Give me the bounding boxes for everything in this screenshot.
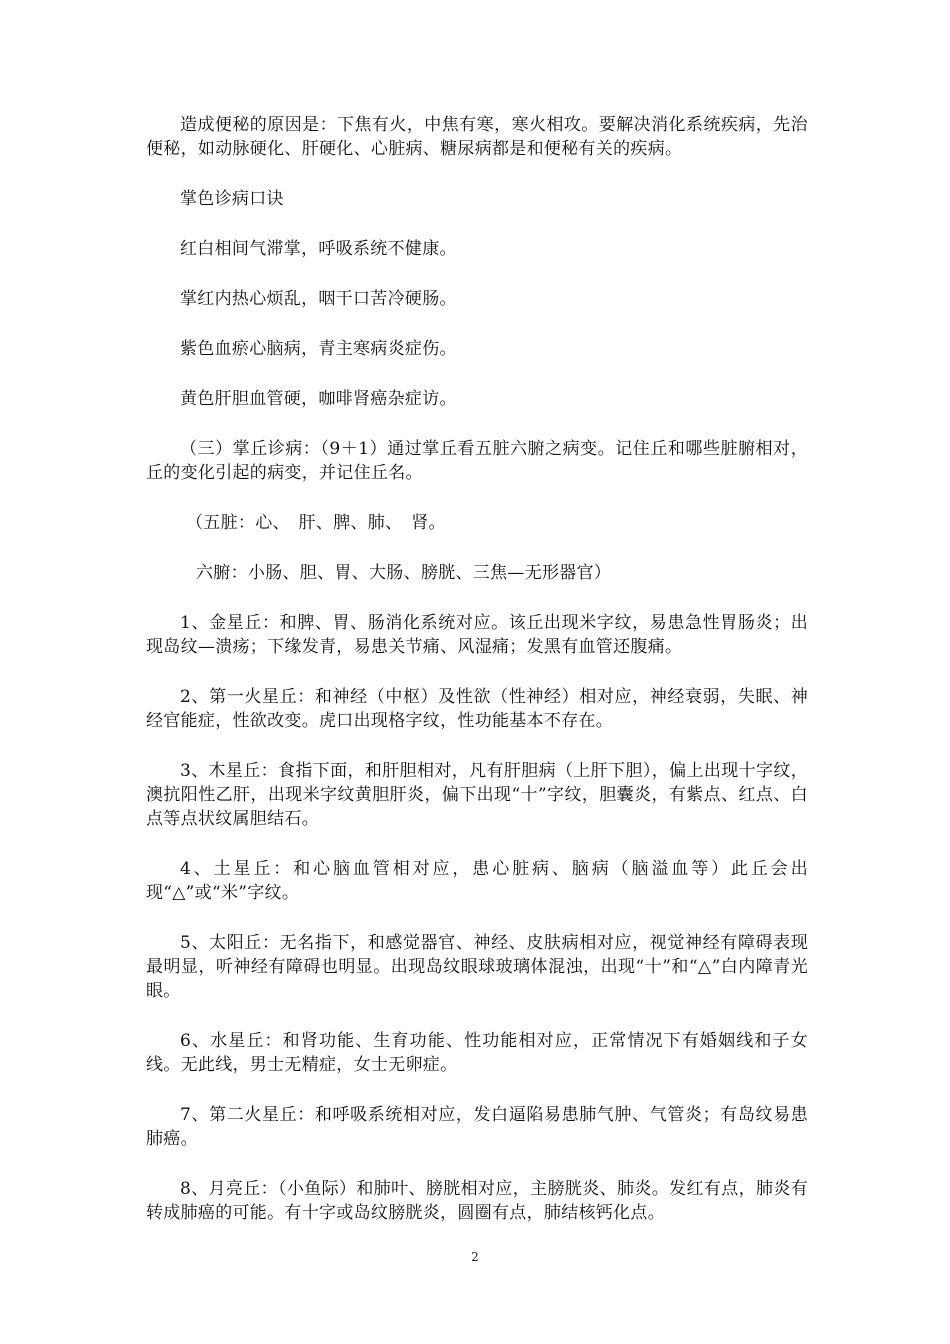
paragraph-rhyme-2: 掌红内热心烦乱，咽干口苦冷硬肠。 [180,289,457,309]
page-number: 2 [471,1250,479,1264]
paragraph-item-4: 4、土星丘：和心脑血管相对应，患心脏病、脑病（脑溢血等）此丘会出现“△”或“米”字纹。 [146,859,808,903]
paragraph-item-6: 6、水星丘：和肾功能、生育功能、性功能相对应，正常情况下有婚姻线和子女线。无此线，男士无精症，女士无卵症。 [146,1031,808,1075]
paragraph-rhyme-3: 紫色血瘀心脑病，青主寒病炎症伤。 [180,339,457,359]
paragraph-six-viscera: 六腑：小肠、胆、胃、大肠、膀胱、三焦—无形器官） [196,563,612,583]
paragraph-five-organs: （五脏：心、 肝、脾、肺、 肾。 [186,513,446,533]
paragraph-section-3: （三）掌丘诊病：（9＋1）通过掌丘看五脏六腑之病变。记住丘和哪些脏腑相对，丘的变化引起的病变，并记住丘名。 [146,439,808,483]
paragraph-item-5: 5、太阳丘：无名指下，和感觉器官、神经、皮肤病相对应，视觉神经有障碍表现最明显，听神经有障碍也明显。出现岛纹眼球玻璃体混浊，出现“十”和“△”白内障青光眼。 [146,933,808,1001]
paragraph-rhyme-4: 黄色肝胆血管硬，咖啡肾癌杂症访。 [180,389,457,409]
paragraph-rhyme-1: 红白相间气滞掌，呼吸系统不健康。 [180,239,457,259]
document-body [146,113,808,1251]
paragraph-item-3: 3、木星丘：食指下面，和肝胆相对，凡有肝胆病（上肝下胆），偏上出现十字纹，澳抗阳性乙肝，出现米字纹黄胆肝炎，偏下出现“十”字纹，胆囊炎，有紫点、红点、白点等点状纹属胆结石。 [146,761,808,829]
paragraph-constipation-cause: 造成便秘的原因是：下焦有火，中焦有寒，寒火相攻。要解决消化系统疾病，先治便秘，如动脉硬化、肝硬化、心脏病、糖尿病都是和便秘有关的疾病。 [146,115,808,159]
paragraph-palm-color-title: 掌色诊病口诀 [180,189,284,209]
paragraph-item-7: 7、第二火星丘：和呼吸系统相对应，发白逼陷易患肺气肿、气管炎；有岛纹易患肺癌。 [146,1105,808,1149]
paragraph-item-1: 1、金星丘：和脾、胃、肠消化系统对应。该丘出现米字纹，易患急性胃肠炎；出现岛纹—溃疡；下缘发青，易患关节痛、风湿痛；发黑有血管还腹痛。 [146,613,808,657]
paragraph-item-8: 8、月亮丘：（小鱼际）和肺叶、膀胱相对应，主膀胱炎、肺炎。发红有点，肺炎有转成肺癌的可能。有十字或岛纹膀胱炎，圆圈有点，肺结核钙化点。 [146,1179,808,1223]
paragraph-item-2: 2、第一火星丘：和神经（中枢）及性欲（性神经）相对应，神经衰弱，失眠、神经官能症，性欲改变。虎口出现格字纹，性功能基本不存在。 [146,687,808,731]
